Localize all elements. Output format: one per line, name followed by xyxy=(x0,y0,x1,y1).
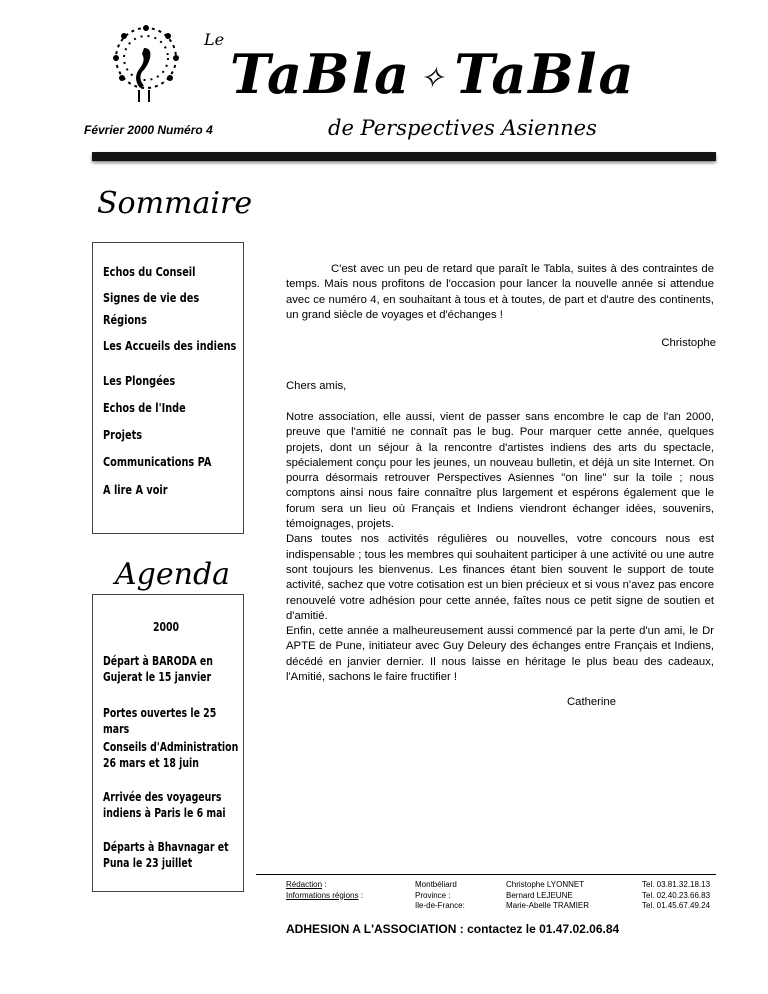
footer-place: Ile-de-France: xyxy=(415,901,465,910)
footer-tel: Tel. 01.45.67.49.24 xyxy=(642,901,711,910)
agenda-item: Départ à BARODA en Gujerat le 15 janvier xyxy=(103,654,213,684)
letter-paragraph: Notre association, elle aussi, vient de passer sans encombre le cap de l'an 2000, preuve que l'amitié ne connaît pas le bug. Pour marquer cette année, quelques projets, dont un séjour à la rencontre d'artistes indiens des arts du spectacle, spécialement conçu pour les jeunes, un nouveau bulletin, et déjà un site Internet. On pourra désormais retrouver Perspectives Asiennes "on line" sur la toile ; nous comptons ainsi nous faire connaître plus largement et espérons également que le forum sera un lieu où Français et Indiens viendront échanger idées, souvenirs, témoignages, projets. xyxy=(286,411,714,531)
footer-names xyxy=(506,880,589,912)
masthead-title xyxy=(230,42,635,106)
agenda-box xyxy=(92,594,244,892)
toc-item: Communications PA xyxy=(103,454,212,469)
footer-name: Marie-Abelle TRAMIER xyxy=(506,901,589,910)
signature-christophe: Christophe xyxy=(661,337,716,349)
adhesion-contact: ADHESION A L'ASSOCIATION : contactez le 01.47.02.06.84 xyxy=(286,922,620,936)
letter-body xyxy=(286,410,714,685)
footer-name: Bernard LEJEUNE xyxy=(506,890,573,900)
header-rule xyxy=(92,152,716,161)
letter-paragraph: Dans toutes nos activités régulières ou nouvelles, votre concours nous est indispensable ; tous les membres qui souhaitent participer à une activité ou une autre sont toujours les bienvenus. Les finances étant bien souvent le support de toute activité, sachez que votre cotisation est un bien précieux et si vous n'avez pas encore renouvelé votre adhésion pour cette année, faîtes nous ce petit signe de soutien et d'amitié. xyxy=(286,533,714,622)
footer-places xyxy=(415,880,465,912)
masthead-left: TaBla xyxy=(230,42,412,106)
footer-tel: Tel. 03.81.32.18.13 xyxy=(642,880,711,889)
masthead-subtitle: de Perspectives Asiennes xyxy=(328,116,597,140)
issue-info: Février 2000 Numéro 4 xyxy=(84,123,213,137)
star-icon: ✧ xyxy=(419,61,447,97)
footer-rule xyxy=(256,874,716,875)
sommaire-box xyxy=(92,242,244,534)
agenda-item: Départs à Bhavnagar et Puna le 23 juillet xyxy=(103,840,229,870)
signature-catherine: Catherine xyxy=(567,696,616,708)
footer-name: Christophe LYONNET xyxy=(506,880,585,889)
footer-tel: Tel. 02.40.23.66.83 xyxy=(642,890,711,900)
toc-item: Echos du Conseil xyxy=(103,264,196,279)
agenda-title: Agenda xyxy=(115,557,231,592)
footer-tels xyxy=(642,880,710,912)
toc-item: Les Accueils des indiens xyxy=(103,338,237,353)
agenda-year: 2000 xyxy=(153,620,180,634)
intro-paragraph: C'est avec un peu de retard que paraît le Tabla, suites à des contraintes de temps. Mais nous profitons de l'occasion pour lancer la nouvelle année si attendue avec ce numéro 4, en souhaitant à tous et à toutes, de part et d'autre des continents, un grand siècle de voyages et d'échanges ! xyxy=(286,263,714,321)
footer-place: Province : xyxy=(415,890,451,900)
masthead-le: Le xyxy=(204,30,225,49)
agenda-item: Portes ouvertes le 25 mars xyxy=(103,706,217,736)
sommaire-title: Sommaire xyxy=(97,186,253,221)
agenda-item: Conseils d'Administration 26 mars et 18 juin xyxy=(103,740,239,770)
letter-paragraph: Enfin, cette année a malheureusement aussi commencé par la perte d'un ami, le Dr APTE de Pune, initiateur avec Guy Deleury des échanges entre Français et Indiens, décédé en janvier dernier. Il nous laisse en héritage le plus beau des cadeaux, l'Amitié, sachons le faire fructifier ! xyxy=(286,625,714,684)
greeting: Chers amis, xyxy=(286,380,347,392)
toc-item: A lire A voir xyxy=(103,482,168,497)
redaction-label: Rédaction xyxy=(286,880,323,889)
agenda-item: Arrivée des voyageurs indiens à Paris le 6 mai xyxy=(103,790,226,820)
toc-item: Les Plongées xyxy=(103,373,176,388)
peacock-logo xyxy=(100,18,192,110)
footer-labels: Rédaction : Informations régions : xyxy=(286,880,363,900)
info-label: Informations régions xyxy=(286,890,359,900)
toc-item: Signes de vie des Régions xyxy=(103,290,200,327)
toc-item: Projets xyxy=(103,427,143,442)
toc-item: Echos de l'Inde xyxy=(103,400,186,415)
footer-place: Montbéliard xyxy=(415,880,457,889)
masthead-right: TaBla xyxy=(454,42,636,106)
